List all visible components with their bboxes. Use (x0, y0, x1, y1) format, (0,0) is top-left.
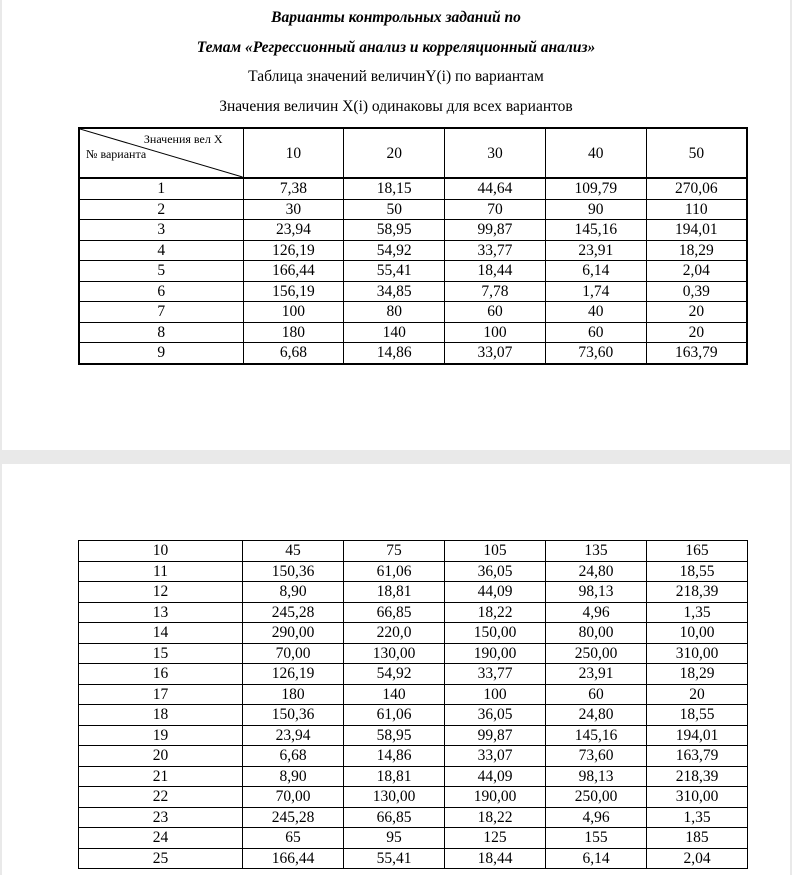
y-value-cell: 310,00 (647, 643, 748, 664)
variant-number-cell: 22 (79, 787, 243, 808)
table-row (79, 261, 747, 282)
y-value-cell: 190,00 (445, 787, 546, 808)
y-value-cell: 45 (243, 541, 344, 562)
y-value-cell: 110 (646, 199, 747, 220)
y-value-cell: 14,86 (344, 343, 445, 364)
y-value-cell: 126,19 (243, 240, 344, 261)
variant-number-cell: 10 (79, 541, 243, 562)
y-value-cell: 7,38 (243, 178, 344, 199)
y-value-cell: 150,00 (445, 623, 546, 644)
y-value-cell: 70 (445, 199, 546, 220)
table-row (79, 705, 748, 726)
y-value-cell: 8,90 (243, 766, 344, 787)
y-value-cell: 6,14 (545, 261, 646, 282)
y-value-cell: 99,87 (445, 220, 546, 241)
y-value-cell: 95 (344, 828, 445, 849)
table-row (79, 746, 748, 767)
y-value-cell: 66,85 (344, 807, 445, 828)
y-value-cell: 105 (445, 541, 546, 562)
y-value-cell: 8,90 (243, 582, 344, 603)
y-value-cell: 140 (344, 322, 445, 343)
y-value-cell: 125 (445, 828, 546, 849)
table-body-part-2 (79, 541, 748, 869)
y-value-cell: 100 (445, 322, 546, 343)
x-value-header: 10 (243, 128, 344, 178)
y-value-cell: 58,95 (344, 220, 445, 241)
y-value-cell: 14,86 (344, 746, 445, 767)
y-value-cell: 245,28 (243, 602, 344, 623)
document-page-2 (2, 464, 790, 875)
y-value-cell: 245,28 (243, 807, 344, 828)
table-row (79, 848, 748, 869)
y-value-cell: 135 (546, 541, 647, 562)
y-value-cell: 109,79 (545, 178, 646, 199)
y-value-cell: 90 (545, 199, 646, 220)
table-row (79, 664, 748, 685)
y-value-cell: 24,80 (546, 705, 647, 726)
y-value-cell: 166,44 (243, 261, 344, 282)
variant-number-cell: 25 (79, 848, 243, 869)
y-value-cell: 10,00 (647, 623, 748, 644)
table-row (79, 684, 748, 705)
corner-header-cell (79, 128, 243, 178)
table-row (79, 343, 747, 364)
y-value-cell: 194,01 (647, 725, 748, 746)
variant-number-cell: 5 (79, 261, 243, 282)
y-value-cell: 270,06 (646, 178, 747, 199)
y-value-cell: 18,22 (445, 602, 546, 623)
variant-number-cell: 23 (79, 807, 243, 828)
y-value-cell: 80,00 (546, 623, 647, 644)
variant-number-cell: 15 (79, 643, 243, 664)
variant-number-cell: 9 (79, 343, 243, 364)
table-row (79, 541, 748, 562)
variant-number-cell: 21 (79, 766, 243, 787)
values-table-part-2 (78, 540, 748, 869)
variant-number-cell: 12 (79, 582, 243, 603)
y-value-cell: 44,09 (445, 582, 546, 603)
y-value-cell: 155 (546, 828, 647, 849)
y-value-cell: 100 (243, 302, 344, 323)
y-value-cell: 6,68 (243, 746, 344, 767)
variant-number-cell: 16 (79, 664, 243, 685)
y-value-cell: 290,00 (243, 623, 344, 644)
y-value-cell: 23,91 (546, 664, 647, 685)
y-value-cell: 220,0 (344, 623, 445, 644)
y-value-cell: 18,22 (445, 807, 546, 828)
table-row (79, 643, 748, 664)
table-note: Значения величин X(i) одинаковы для всех вариантов (219, 98, 573, 115)
y-value-cell: 1,74 (545, 281, 646, 302)
y-value-cell: 1,35 (647, 807, 748, 828)
y-value-cell: 18,29 (646, 240, 747, 261)
y-value-cell: 18,44 (445, 261, 546, 282)
table-row (79, 561, 748, 582)
table-row (79, 602, 748, 623)
doc-title-line-2: Темам «Регрессионный анализ и корреляционный анализ» (196, 39, 596, 56)
y-value-cell: 70,00 (243, 787, 344, 808)
table-row (79, 240, 747, 261)
y-value-cell: 23,91 (545, 240, 646, 261)
variant-number-cell: 17 (79, 684, 243, 705)
y-value-cell: 55,41 (344, 261, 445, 282)
table-row (79, 220, 747, 241)
y-value-cell: 33,77 (445, 240, 546, 261)
y-value-cell: 73,60 (545, 343, 646, 364)
y-value-cell: 36,05 (445, 561, 546, 582)
table-row (79, 199, 747, 220)
variant-number-cell: 18 (79, 705, 243, 726)
variant-number-cell: 3 (79, 220, 243, 241)
y-value-cell: 126,19 (243, 664, 344, 685)
y-value-cell: 80 (344, 302, 445, 323)
y-value-cell: 156,19 (243, 281, 344, 302)
y-value-cell: 40 (545, 302, 646, 323)
y-value-cell: 145,16 (546, 725, 647, 746)
y-value-cell: 150,36 (243, 705, 344, 726)
variant-number-cell: 19 (79, 725, 243, 746)
y-value-cell: 33,07 (445, 746, 546, 767)
y-value-cell: 7,78 (445, 281, 546, 302)
y-value-cell: 18,29 (647, 664, 748, 685)
variant-number-cell: 8 (79, 322, 243, 343)
table-header-row (79, 128, 747, 178)
variant-number-cell: 24 (79, 828, 243, 849)
table-body-part-1 (79, 178, 747, 364)
x-value-header: 40 (545, 128, 646, 178)
y-value-cell: 130,00 (344, 787, 445, 808)
y-value-cell: 100 (445, 684, 546, 705)
y-value-cell: 310,00 (647, 787, 748, 808)
y-value-cell: 36,05 (445, 705, 546, 726)
table-row (79, 302, 747, 323)
x-value-header: 50 (646, 128, 747, 178)
variant-number-cell: 20 (79, 746, 243, 767)
y-value-cell: 180 (243, 684, 344, 705)
y-value-cell: 250,00 (546, 643, 647, 664)
y-value-cell: 34,85 (344, 281, 445, 302)
variant-number-cell: 13 (79, 602, 243, 623)
corner-label-variant: № варианта (86, 147, 147, 161)
y-value-cell: 54,92 (344, 664, 445, 685)
y-value-cell: 60 (545, 322, 646, 343)
table-row (79, 766, 748, 787)
y-value-cell: 2,04 (646, 261, 747, 282)
y-value-cell: 33,07 (445, 343, 546, 364)
y-value-cell: 145,16 (545, 220, 646, 241)
y-value-cell: 20 (646, 302, 747, 323)
y-value-cell: 54,92 (344, 240, 445, 261)
y-value-cell: 60 (546, 684, 647, 705)
y-value-cell: 194,01 (646, 220, 747, 241)
y-value-cell: 98,13 (546, 766, 647, 787)
y-value-cell: 180 (243, 322, 344, 343)
values-table-part-1 (78, 127, 748, 365)
variant-number-cell: 6 (79, 281, 243, 302)
y-value-cell: 23,94 (243, 725, 344, 746)
table-row (79, 178, 747, 199)
y-value-cell: 166,44 (243, 848, 344, 869)
y-value-cell: 2,04 (647, 848, 748, 869)
y-value-cell: 61,06 (344, 705, 445, 726)
y-value-cell: 61,06 (344, 561, 445, 582)
table-row (79, 281, 747, 302)
y-value-cell: 163,79 (647, 746, 748, 767)
y-value-cell: 185 (647, 828, 748, 849)
y-value-cell: 130,00 (344, 643, 445, 664)
y-value-cell: 99,87 (445, 725, 546, 746)
y-value-cell: 140 (344, 684, 445, 705)
y-value-cell: 50 (344, 199, 445, 220)
y-value-cell: 75 (344, 541, 445, 562)
y-value-cell: 44,09 (445, 766, 546, 787)
table-row (79, 828, 748, 849)
x-value-header: 30 (445, 128, 546, 178)
y-value-cell: 30 (243, 199, 344, 220)
y-value-cell: 23,94 (243, 220, 344, 241)
doc-title-line-1: Варианты контрольных заданий по (271, 9, 521, 26)
table-row (79, 623, 748, 644)
y-value-cell: 4,96 (546, 602, 647, 623)
table-row (79, 725, 748, 746)
y-value-cell: 70,00 (243, 643, 344, 664)
y-value-cell: 55,41 (344, 848, 445, 869)
y-value-cell: 0,39 (646, 281, 747, 302)
y-value-cell: 1,35 (647, 602, 748, 623)
y-value-cell: 65 (243, 828, 344, 849)
y-value-cell: 44,64 (445, 178, 546, 199)
y-value-cell: 218,39 (647, 766, 748, 787)
table-subtitle: Таблица значений величинY(i) по вариантам (248, 68, 544, 85)
table-row (79, 582, 748, 603)
y-value-cell: 18,55 (647, 561, 748, 582)
y-value-cell: 66,85 (344, 602, 445, 623)
y-value-cell: 58,95 (344, 725, 445, 746)
y-value-cell: 4,96 (546, 807, 647, 828)
y-value-cell: 33,77 (445, 664, 546, 685)
y-value-cell: 73,60 (546, 746, 647, 767)
y-value-cell: 18,81 (344, 766, 445, 787)
y-value-cell: 165 (647, 541, 748, 562)
y-value-cell: 20 (647, 684, 748, 705)
document-page-1 (2, 0, 790, 450)
y-value-cell: 20 (646, 322, 747, 343)
y-value-cell: 24,80 (546, 561, 647, 582)
table-row (79, 322, 747, 343)
table-row (79, 787, 748, 808)
table-row (79, 807, 748, 828)
y-value-cell: 150,36 (243, 561, 344, 582)
y-value-cell: 6,14 (546, 848, 647, 869)
y-value-cell: 60 (445, 302, 546, 323)
y-value-cell: 18,15 (344, 178, 445, 199)
y-value-cell: 18,81 (344, 582, 445, 603)
variant-number-cell: 14 (79, 623, 243, 644)
y-value-cell: 218,39 (647, 582, 748, 603)
variant-number-cell: 2 (79, 199, 243, 220)
y-value-cell: 18,55 (647, 705, 748, 726)
variant-number-cell: 1 (79, 178, 243, 199)
y-value-cell: 98,13 (546, 582, 647, 603)
variant-number-cell: 7 (79, 302, 243, 323)
y-value-cell: 190,00 (445, 643, 546, 664)
corner-label-x: Значения вел X (143, 132, 223, 146)
y-value-cell: 250,00 (546, 787, 647, 808)
variant-number-cell: 11 (79, 561, 243, 582)
y-value-cell: 18,44 (445, 848, 546, 869)
x-value-header: 20 (344, 128, 445, 178)
y-value-cell: 6,68 (243, 343, 344, 364)
y-value-cell: 163,79 (646, 343, 747, 364)
variant-number-cell: 4 (79, 240, 243, 261)
